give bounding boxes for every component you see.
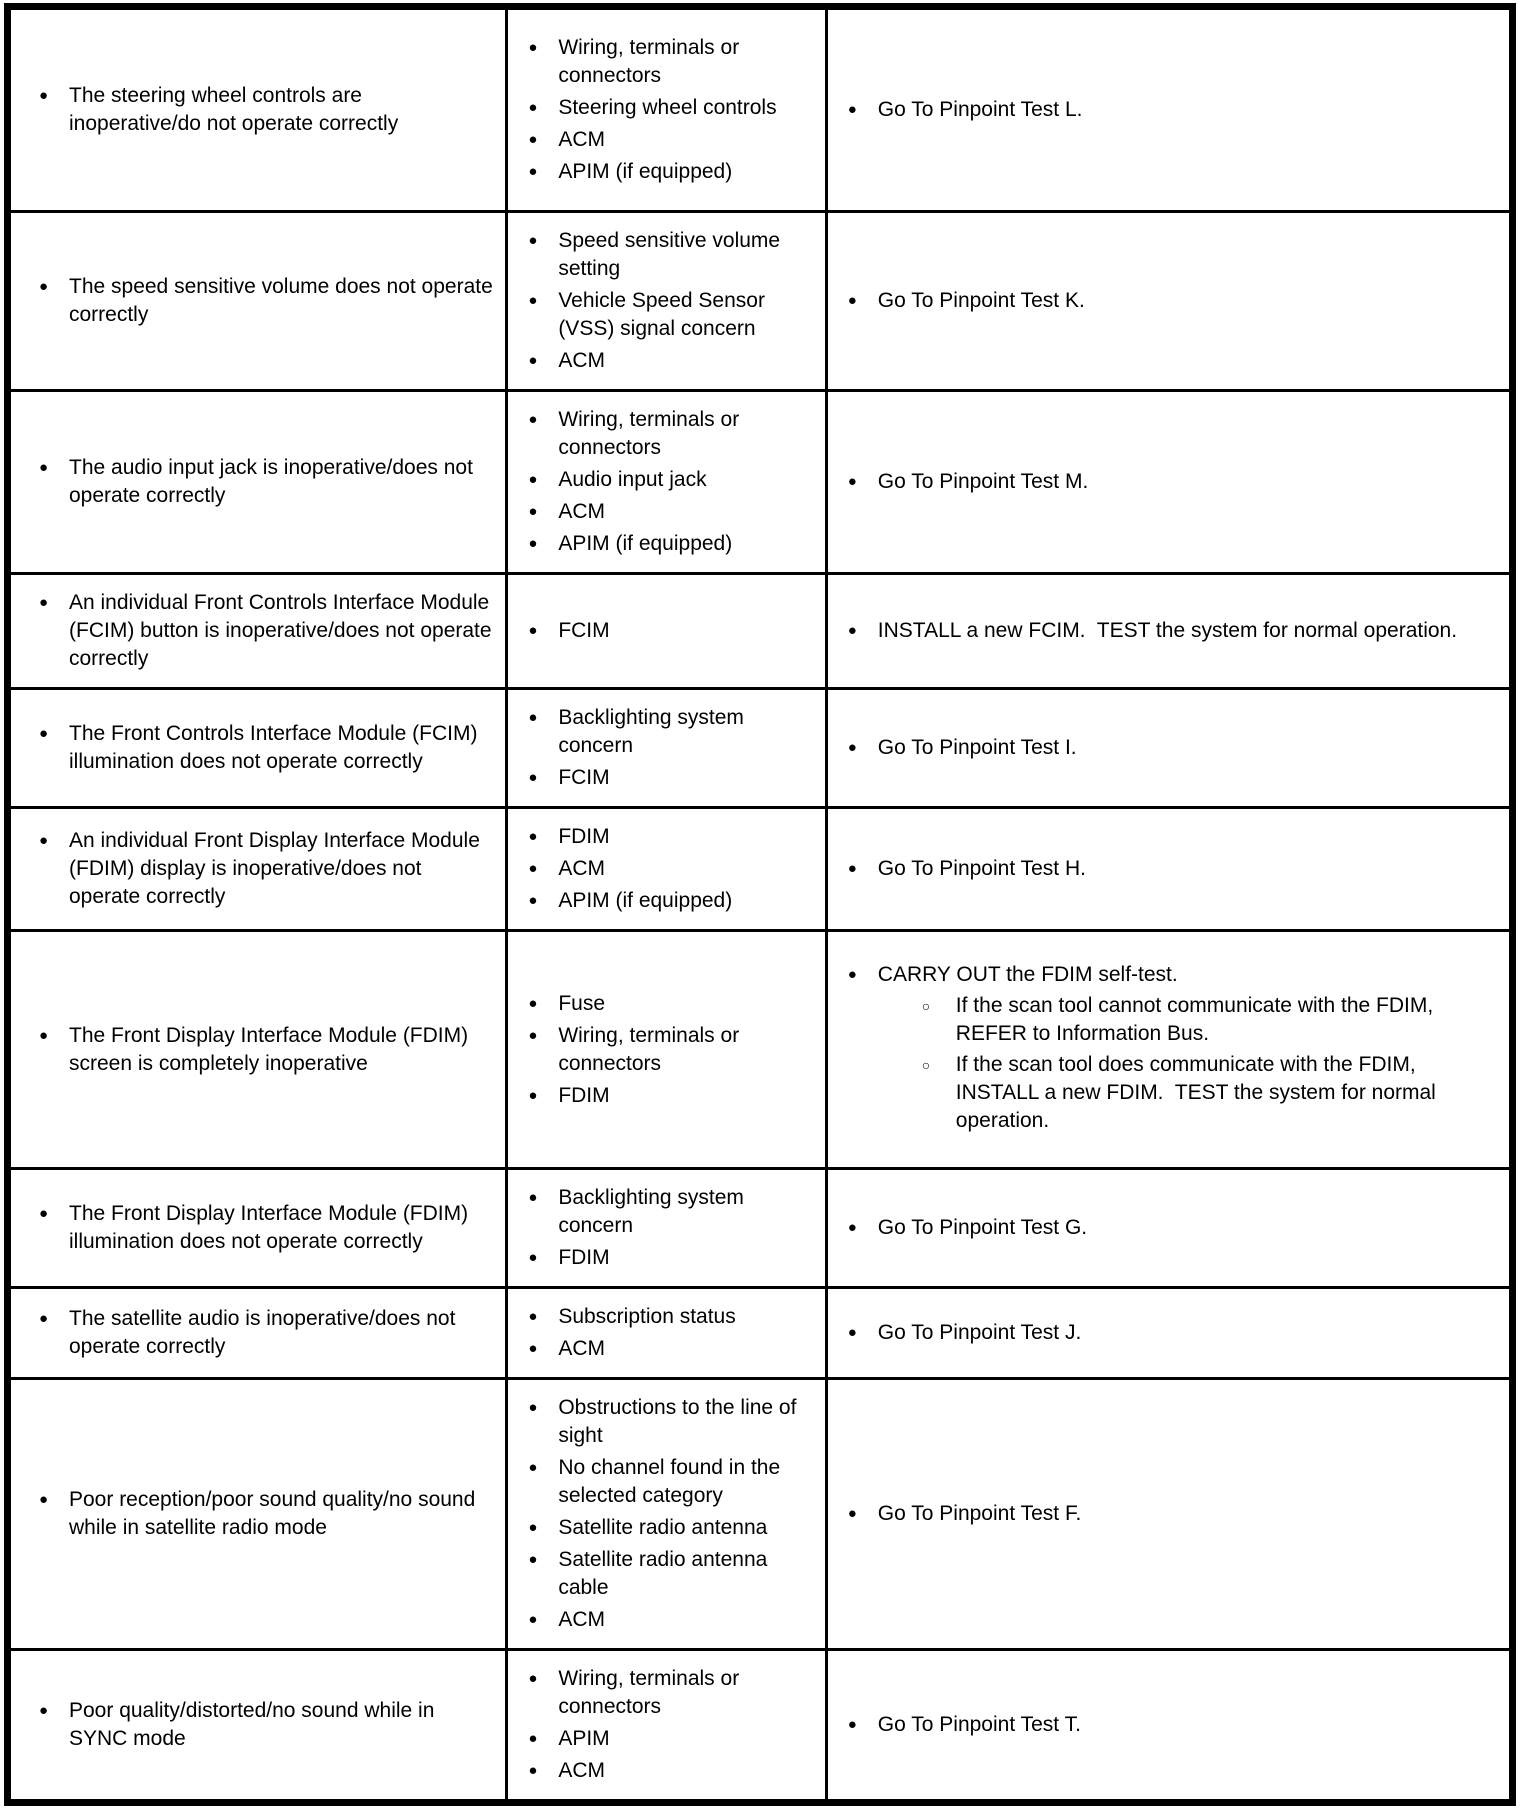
bullet-icon: ● xyxy=(528,39,538,56)
sources-cell xyxy=(507,7,826,212)
bullet-icon: ● xyxy=(528,352,538,369)
source-item-text: Steering wheel controls xyxy=(558,96,777,119)
action-list xyxy=(836,617,1501,645)
source-item xyxy=(516,347,816,375)
sources-cell xyxy=(507,1379,826,1650)
source-item xyxy=(516,1514,816,1542)
source-item-text: APIM (if equipped) xyxy=(558,889,733,912)
symptom-item xyxy=(19,1305,497,1361)
source-item xyxy=(516,990,816,1018)
bullet-icon: ● xyxy=(528,1308,538,1325)
symptom-list xyxy=(19,1200,497,1256)
bullet-icon: ● xyxy=(528,131,538,148)
source-item xyxy=(516,823,816,851)
source-item xyxy=(516,1665,816,1721)
source-item-text: FCIM xyxy=(558,619,610,642)
action-item-text: Go To Pinpoint Test T. xyxy=(877,1713,1081,1736)
symptom-list xyxy=(19,589,497,673)
symptom-item xyxy=(19,82,497,138)
source-item-text: Backlighting system concern xyxy=(558,706,750,757)
source-item-text: ACM xyxy=(558,1337,605,1360)
bullet-icon: ● xyxy=(528,1670,538,1687)
symptom-cell xyxy=(8,574,507,689)
source-item xyxy=(516,855,816,883)
source-item xyxy=(516,887,816,915)
symptom-item-text: Poor reception/poor sound quality/no sound while in satellite radio mode xyxy=(69,1488,482,1539)
symptom-cell xyxy=(8,808,507,931)
symptom-cell xyxy=(8,1650,507,1803)
source-item xyxy=(516,1022,816,1078)
action-cell xyxy=(826,574,1512,689)
bullet-icon: ● xyxy=(528,292,538,309)
source-item xyxy=(516,94,816,122)
source-item-text: Obstructions to the line of sight xyxy=(558,1396,803,1447)
source-item xyxy=(516,1303,816,1331)
bullet-icon: ● xyxy=(39,1026,49,1044)
symptom-item xyxy=(19,454,497,510)
bullet-icon: ● xyxy=(39,832,49,849)
symptom-item-text: The Front Display Interface Module (FDIM) screen is completely inoperative xyxy=(69,1023,474,1075)
source-item-text: FDIM xyxy=(558,825,610,848)
bullet-icon: ● xyxy=(528,769,538,786)
sources-cell xyxy=(507,931,826,1169)
bullet-icon: ● xyxy=(528,828,538,845)
sources-list xyxy=(516,1665,816,1785)
action-list xyxy=(836,468,1501,496)
sources-cell xyxy=(507,808,826,931)
action-cell xyxy=(826,808,1512,931)
source-item-text: ACM xyxy=(558,1759,605,1782)
source-item xyxy=(516,764,816,792)
source-item-text: ACM xyxy=(558,349,605,372)
action-item-text: Go To Pinpoint Test I. xyxy=(877,736,1077,759)
table-body xyxy=(8,7,1513,1803)
action-cell xyxy=(826,1650,1512,1803)
source-item xyxy=(516,1244,816,1272)
action-item xyxy=(836,468,1501,496)
bullet-icon: ● xyxy=(528,411,538,428)
source-item xyxy=(516,704,816,760)
source-item xyxy=(516,466,816,494)
bullet-icon: ● xyxy=(39,1702,49,1719)
source-item xyxy=(516,498,816,526)
symptom-list xyxy=(19,82,497,138)
symptom-item-text: An individual Front Display Interface Module (FDIM) display is inoperative/does not operate correctly xyxy=(69,829,486,908)
bullet-icon: ● xyxy=(847,101,857,118)
bullet-icon: ● xyxy=(528,1249,538,1266)
action-cell xyxy=(826,689,1512,808)
action-cell xyxy=(826,212,1512,391)
symptom-list xyxy=(19,1697,497,1753)
bullet-icon: ● xyxy=(39,87,49,104)
action-list xyxy=(836,1500,1501,1528)
table-row xyxy=(8,931,1513,1169)
bullet-icon: ● xyxy=(528,892,538,909)
bullet-icon: ● xyxy=(847,739,857,756)
bullet-icon: ● xyxy=(528,1730,538,1747)
action-list xyxy=(836,734,1501,762)
action-item-text: Go To Pinpoint Test G. xyxy=(877,1216,1088,1239)
table-row xyxy=(8,212,1513,391)
source-item-text: APIM xyxy=(558,1727,610,1750)
source-item-text: Backlighting system concern xyxy=(558,1186,750,1237)
symptom-list xyxy=(19,827,497,911)
action-item-text: Go To Pinpoint Test L. xyxy=(877,98,1083,121)
source-item xyxy=(516,1606,816,1634)
bullet-icon: ● xyxy=(528,1189,538,1206)
bullet-icon: ● xyxy=(847,1324,857,1341)
action-sub-item xyxy=(878,1051,1501,1135)
action-cell xyxy=(826,1169,1512,1288)
source-item xyxy=(516,1546,816,1602)
table-row xyxy=(8,689,1513,808)
sources-list xyxy=(516,1184,816,1272)
bullet-icon: ● xyxy=(528,535,538,552)
action-list xyxy=(836,1711,1501,1739)
bullet-icon: ● xyxy=(528,1551,538,1568)
action-item xyxy=(836,617,1501,645)
source-item-text: FDIM xyxy=(558,1246,610,1269)
source-item-text: Vehicle Speed Sensor (VSS) signal concern xyxy=(558,289,771,340)
source-item xyxy=(516,227,816,283)
source-item-text: FCIM xyxy=(558,766,610,789)
bullet-icon: ● xyxy=(39,459,49,476)
bullet-icon: ● xyxy=(847,860,857,877)
source-item xyxy=(516,406,816,462)
sources-list xyxy=(516,617,816,645)
source-item-text: Fuse xyxy=(558,991,605,1015)
action-item-text: Go To Pinpoint Test F. xyxy=(877,1502,1082,1525)
action-item-text: Go To Pinpoint Test H. xyxy=(877,857,1086,880)
symptom-item-text: An individual Front Controls Interface Module (FCIM) button is inoperative/does not operate correctly xyxy=(69,591,498,670)
symptom-cell xyxy=(8,931,507,1169)
symptom-cell xyxy=(8,1169,507,1288)
symptom-item-text: The Front Display Interface Module (FDIM) illumination does not operate correctly xyxy=(69,1202,474,1253)
action-item-text: INSTALL a new FCIM. TEST the system for normal operation. xyxy=(877,619,1458,642)
symptom-item xyxy=(19,589,497,673)
symptom-item-text: The audio input jack is inoperative/does not operate correctly xyxy=(69,456,479,507)
symptom-list xyxy=(19,273,497,329)
bullet-icon: ● xyxy=(847,1716,857,1733)
sources-list xyxy=(516,1394,816,1634)
bullet-icon: ● xyxy=(528,622,538,639)
table-row xyxy=(8,1288,1513,1379)
symptom-item xyxy=(19,1697,497,1753)
source-item-text: Satellite radio antenna cable xyxy=(558,1548,774,1599)
action-cell xyxy=(826,1379,1512,1650)
symptom-list xyxy=(19,720,497,776)
action-item xyxy=(836,1500,1501,1528)
sources-list xyxy=(516,34,816,186)
source-item-text: APIM (if equipped) xyxy=(558,160,733,183)
bullet-icon: ● xyxy=(39,278,49,295)
symptom-cell xyxy=(8,391,507,574)
source-item xyxy=(516,158,816,186)
symptom-list xyxy=(19,1022,497,1078)
source-item xyxy=(516,1335,816,1363)
action-cell xyxy=(826,7,1512,212)
symptom-list xyxy=(19,454,497,510)
sources-cell xyxy=(507,1288,826,1379)
bullet-icon: ● xyxy=(847,1505,857,1522)
sources-cell xyxy=(507,391,826,574)
table-row xyxy=(8,7,1513,212)
sources-list xyxy=(516,1303,816,1363)
source-item xyxy=(516,1184,816,1240)
source-item-text: Wiring, terminals or connectors xyxy=(558,1023,746,1075)
bullet-icon: ● xyxy=(528,1611,538,1628)
bullet-icon: ● xyxy=(528,709,538,726)
bullet-icon: ● xyxy=(528,1519,538,1536)
action-list xyxy=(836,1319,1501,1347)
sources-cell xyxy=(507,689,826,808)
symptom-item xyxy=(19,827,497,911)
source-item-text: APIM (if equipped) xyxy=(558,532,733,555)
bullet-icon: ● xyxy=(528,1762,538,1779)
action-item-text: Go To Pinpoint Test K. xyxy=(877,289,1085,312)
sub-bullet-icon: ○ xyxy=(921,1057,931,1073)
source-item xyxy=(516,1394,816,1450)
symptom-item-text: The speed sensitive volume does not operate correctly xyxy=(69,275,499,326)
symptom-item xyxy=(19,720,497,776)
bullet-icon: ● xyxy=(847,622,857,639)
symptom-item-text: Poor quality/distorted/no sound while in SYNC mode xyxy=(69,1699,441,1750)
symptom-item xyxy=(19,1022,497,1078)
bullet-icon: ● xyxy=(528,1459,538,1476)
symptom-item xyxy=(19,1200,497,1256)
sources-cell xyxy=(507,1169,826,1288)
sources-list xyxy=(516,406,816,558)
table-row xyxy=(8,391,1513,574)
source-item-text: Speed sensitive volume setting xyxy=(558,229,786,280)
source-item-text: ACM xyxy=(558,500,605,523)
source-item xyxy=(516,617,816,645)
bullet-icon: ● xyxy=(528,994,538,1012)
bullet-icon: ● xyxy=(528,1340,538,1357)
bullet-icon: ● xyxy=(847,1219,857,1236)
action-list xyxy=(836,855,1501,883)
symptom-cell xyxy=(8,1288,507,1379)
action-sub-list xyxy=(878,992,1501,1135)
source-item-text: Audio input jack xyxy=(558,468,707,491)
sources-list xyxy=(516,704,816,792)
symptom-cell xyxy=(8,1379,507,1650)
source-item-text: Wiring, terminals or connectors xyxy=(558,408,746,459)
source-item-text: No channel found in the selected category xyxy=(558,1456,786,1507)
sources-cell xyxy=(507,574,826,689)
sources-list xyxy=(516,227,816,375)
symptom-item-text: The steering wheel controls are inoperative/do not operate correctly xyxy=(69,84,399,135)
source-item-text: Wiring, terminals or connectors xyxy=(558,36,746,87)
source-item-text: Wiring, terminals or connectors xyxy=(558,1667,746,1718)
action-item xyxy=(836,287,1501,315)
source-item xyxy=(516,1454,816,1510)
source-item-text: ACM xyxy=(558,1608,605,1631)
source-item-text: Subscription status xyxy=(558,1305,736,1328)
bullet-icon: ● xyxy=(528,1399,538,1416)
table-row xyxy=(8,1379,1513,1650)
symptom-list xyxy=(19,1486,497,1542)
action-list xyxy=(836,96,1501,124)
source-item xyxy=(516,1757,816,1785)
sources-list xyxy=(516,823,816,915)
action-list xyxy=(836,1214,1501,1242)
table-row xyxy=(8,574,1513,689)
action-item-text: Go To Pinpoint Test J. xyxy=(877,1321,1082,1344)
sources-cell xyxy=(507,212,826,391)
action-item xyxy=(836,734,1501,762)
bullet-icon: ● xyxy=(39,725,49,742)
bullet-icon: ● xyxy=(528,163,538,180)
symptom-cell xyxy=(8,212,507,391)
action-item xyxy=(836,1711,1501,1739)
source-item xyxy=(516,287,816,343)
bullet-icon: ● xyxy=(39,594,49,611)
bullet-icon: ● xyxy=(528,232,538,249)
source-item-text: ACM xyxy=(558,857,605,880)
source-item xyxy=(516,530,816,558)
action-item xyxy=(836,961,1501,1138)
symptom-item xyxy=(19,273,497,329)
action-cell xyxy=(826,391,1512,574)
action-item-text: CARRY OUT the FDIM self-test. xyxy=(877,963,1178,986)
symptom-cell xyxy=(8,7,507,212)
bullet-icon: ● xyxy=(847,292,857,309)
bullet-icon: ● xyxy=(528,471,538,488)
table-row xyxy=(8,1650,1513,1803)
table-row xyxy=(8,808,1513,931)
action-item xyxy=(836,96,1501,124)
action-list xyxy=(836,287,1501,315)
bullet-icon: ● xyxy=(39,1491,49,1508)
sources-cell xyxy=(507,1650,826,1803)
symptom-chart-table xyxy=(4,3,1516,1806)
action-item xyxy=(836,855,1501,883)
bullet-icon: ● xyxy=(847,473,857,490)
action-item xyxy=(836,1319,1501,1347)
action-cell xyxy=(826,931,1512,1169)
source-item-text: ACM xyxy=(558,128,605,151)
symptom-item xyxy=(19,1486,497,1542)
bullet-icon: ● xyxy=(528,1086,538,1104)
sub-bullet-icon: ○ xyxy=(921,998,931,1014)
source-item-text: Satellite radio antenna xyxy=(558,1516,768,1539)
source-item xyxy=(516,126,816,154)
symptom-cell xyxy=(8,689,507,808)
bullet-icon: ● xyxy=(528,503,538,520)
action-cell xyxy=(826,1288,1512,1379)
source-item xyxy=(516,1725,816,1753)
bullet-icon: ● xyxy=(39,1205,49,1222)
source-item xyxy=(516,1082,816,1110)
symptom-item-text: The Front Controls Interface Module (FCIM) illumination does not operate correctly xyxy=(69,722,484,773)
action-sub-item xyxy=(878,992,1501,1048)
sources-list xyxy=(516,990,816,1110)
bullet-icon: ● xyxy=(847,966,857,983)
table-row xyxy=(8,1169,1513,1288)
symptom-list xyxy=(19,1305,497,1361)
action-list xyxy=(836,961,1501,1138)
action-item xyxy=(836,1214,1501,1242)
bullet-icon: ● xyxy=(528,1026,538,1044)
action-sub-item-text: If the scan tool does communicate with the FDIM, INSTALL a new FDIM. TEST the system for normal operation. xyxy=(955,1053,1442,1132)
action-sub-item-text: If the scan tool cannot communicate with the FDIM, REFER to Information Bus. xyxy=(955,994,1440,1045)
bullet-icon: ● xyxy=(528,99,538,116)
source-item xyxy=(516,34,816,90)
bullet-icon: ● xyxy=(39,1310,49,1327)
action-item-text: Go To Pinpoint Test M. xyxy=(877,470,1089,493)
bullet-icon: ● xyxy=(528,860,538,877)
symptom-item-text: The satellite audio is inoperative/does not operate correctly xyxy=(69,1307,462,1358)
source-item-text: FDIM xyxy=(558,1083,610,1107)
